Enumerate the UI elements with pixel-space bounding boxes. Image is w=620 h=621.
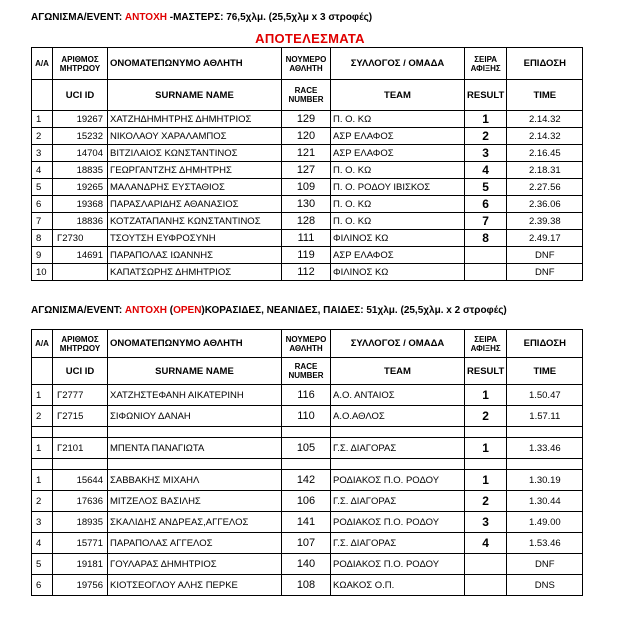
row-race-number: 140: [282, 554, 331, 575]
header-performance: ΕΠΙΔΟΣΗ: [507, 48, 583, 80]
row-team: Π. Ο. ΚΩ: [331, 213, 465, 230]
table-row: [32, 575, 583, 596]
table-row: [32, 264, 583, 281]
row-uci-id: 18835: [53, 162, 108, 179]
event2-open: OPEN: [173, 305, 202, 316]
row-time: 1.33.46: [507, 438, 583, 459]
header-surname: SURNAME NAME: [108, 358, 282, 385]
row-race-number: 141: [282, 512, 331, 533]
row-uci-id: 15644: [53, 470, 108, 491]
row-time: 1.30.19: [507, 470, 583, 491]
row-result: [465, 264, 507, 281]
table-row: [32, 385, 583, 406]
header-race-no: ΝΟΥΜΕΡΟ ΑΘΛΗΤΗ: [282, 330, 331, 358]
row-time: 1.57.11: [507, 406, 583, 427]
row-team: Γ.Σ. ΔΙΑΓΟΡΑΣ: [331, 533, 465, 554]
row-athlete-name: ΜΠΕΝΤΑ ΠΑΝΑΓΙΩΤΑ: [108, 438, 282, 459]
row-race-number: 120: [282, 128, 331, 145]
separator-cell: [507, 459, 583, 470]
header-reg-no: ΑΡΙΘΜΟΣ ΜΗΤΡΩΟΥ: [53, 330, 108, 358]
row-team: Π. Ο. ΚΩ: [331, 111, 465, 128]
row-race-number: 106: [282, 491, 331, 512]
row-athlete-name: ΧΑΤΖΗΔΗΜΗΤΡΗΣ ΔΗΜΗΤΡΙΟΣ: [108, 111, 282, 128]
row-race-number: 119: [282, 247, 331, 264]
event2-open-left: (: [166, 305, 174, 316]
header-order: ΣΕΙΡΑ ΑΦΙΞΗΣ: [465, 330, 507, 358]
row-position: 10: [32, 264, 53, 281]
separator-row: [32, 427, 583, 438]
row-athlete-name: ΓΟΥΛΑΡΑΣ ΔΗΜΗΤΡΙΟΣ: [108, 554, 282, 575]
event2-prefix: ΑΓΩΝΙΣΜΑ/EVENT:: [31, 305, 125, 316]
separator-cell: [331, 459, 465, 470]
row-result: 2: [465, 128, 507, 145]
row-uci-id: Γ2715: [53, 406, 108, 427]
row-result: 2: [465, 406, 507, 427]
table-row: [32, 470, 583, 491]
row-result: 3: [465, 145, 507, 162]
row-race-number: 129: [282, 111, 331, 128]
results-table-1: [31, 47, 583, 281]
table-row: [32, 162, 583, 179]
header-order: ΣΕΙΡΑ ΑΦΙΞΗΣ: [465, 48, 507, 80]
separator-cell: [331, 427, 465, 438]
row-team: Π. Ο. ΚΩ: [331, 196, 465, 213]
header-reg-no: ΑΡΙΘΜΟΣ ΜΗΤΡΩΟΥ: [53, 48, 108, 80]
separator-cell: [108, 459, 282, 470]
row-position: 2: [32, 128, 53, 145]
table-row: [32, 230, 583, 247]
row-athlete-name: ΣΙΦΩΝΙΟΥ ΔΑΝΑΗ: [108, 406, 282, 427]
row-uci-id: 19181: [53, 554, 108, 575]
row-result: 5: [465, 179, 507, 196]
row-position: 5: [32, 179, 53, 196]
row-race-number: 127: [282, 162, 331, 179]
row-team: ΡΟΔΙΑΚΟΣ Π.Ο. ΡΟΔΟΥ: [331, 470, 465, 491]
row-uci-id: 19756: [53, 575, 108, 596]
header-aa: Α/Α: [32, 48, 53, 80]
row-team: Γ.Σ. ΔΙΑΓΟΡΑΣ: [331, 491, 465, 512]
row-time: 2.14.32: [507, 128, 583, 145]
row-result: 1: [465, 470, 507, 491]
header-uci: UCI ID: [53, 358, 108, 385]
header-aa-blank: [32, 80, 53, 111]
row-athlete-name: ΝΙΚΟΛΑΟΥ ΧΑΡΑΛΑΜΠΟΣ: [108, 128, 282, 145]
row-uci-id: 15771: [53, 533, 108, 554]
table-row: [32, 145, 583, 162]
row-athlete-name: ΠΑΡΑΠΟΛΑΣ ΑΓΓΕΛΟΣ: [108, 533, 282, 554]
row-uci-id: 18836: [53, 213, 108, 230]
row-uci-id: 18935: [53, 512, 108, 533]
row-athlete-name: ΠΑΡΑΠΟΛΑΣ ΙΩΑΝΝΗΣ: [108, 247, 282, 264]
row-athlete-name: ΜΙΤΖΕΛΟΣ ΒΑΣΙΛΗΣ: [108, 491, 282, 512]
row-race-number: 107: [282, 533, 331, 554]
row-team: ΦΙΛΙΝΟΣ ΚΩ: [331, 230, 465, 247]
row-race-number: 121: [282, 145, 331, 162]
row-team: ΑΣΡ ΕΛΑΦΟΣ: [331, 145, 465, 162]
row-uci-id: Γ2777: [53, 385, 108, 406]
row-position: 1: [32, 470, 53, 491]
row-result: 2: [465, 491, 507, 512]
separator-cell: [108, 427, 282, 438]
row-uci-id: Γ2730: [53, 230, 108, 247]
row-race-number: 128: [282, 213, 331, 230]
row-team: Α.Ο. ΑΝΤΑΙΟΣ: [331, 385, 465, 406]
row-position: 3: [32, 512, 53, 533]
row-race-number: 109: [282, 179, 331, 196]
row-time: 1.30.44: [507, 491, 583, 512]
event1-heading: [31, 12, 372, 23]
row-athlete-name: ΒΙΤΖΙΛΑΙΟΣ ΚΩΝΣΤΑΝΤΙΝΟΣ: [108, 145, 282, 162]
row-result: 4: [465, 533, 507, 554]
row-result: 3: [465, 512, 507, 533]
header-race: RACE NUMBER: [282, 80, 331, 111]
header-result: RESULT: [465, 358, 507, 385]
row-result: [465, 247, 507, 264]
separator-cell: [507, 427, 583, 438]
row-position: 6: [32, 196, 53, 213]
row-position: 4: [32, 533, 53, 554]
row-position: 7: [32, 213, 53, 230]
row-uci-id: 14691: [53, 247, 108, 264]
row-time: 1.53.46: [507, 533, 583, 554]
row-result: 4: [465, 162, 507, 179]
table-row: [32, 491, 583, 512]
row-athlete-name: ΚΟΤΖΑΤΑΠΑΝΗΣ ΚΩΝΣΤΑΝΤΙΝΟΣ: [108, 213, 282, 230]
row-result: 7: [465, 213, 507, 230]
header-club: ΣΥΛΛΟΓΟΣ / ΟΜΑΔΑ: [331, 330, 465, 358]
row-result: [465, 575, 507, 596]
separator-cell: [282, 427, 331, 438]
row-race-number: 142: [282, 470, 331, 491]
row-position: 1: [32, 438, 53, 459]
row-uci-id: Γ2101: [53, 438, 108, 459]
event1-details: -ΜΑΣΤΕΡΣ: 76,5χλμ. (25,5χλμ x 3 στροφές): [166, 12, 373, 23]
table-row: [32, 111, 583, 128]
table-row: [32, 213, 583, 230]
row-race-number: 108: [282, 575, 331, 596]
row-time: 1.50.47: [507, 385, 583, 406]
row-time: 2.18.31: [507, 162, 583, 179]
row-time: DNS: [507, 575, 583, 596]
header-time: TIME: [507, 358, 583, 385]
header-time: TIME: [507, 80, 583, 111]
row-race-number: 105: [282, 438, 331, 459]
row-result: 1: [465, 111, 507, 128]
row-athlete-name: ΜΑΛΑΝΔΡΗΣ ΕΥΣΤΑΘΙΟΣ: [108, 179, 282, 196]
row-athlete-name: ΣΑΒΒΑΚΗΣ ΜΙΧΑΗΛ: [108, 470, 282, 491]
row-team: ΚΩΑΚΟΣ Ο.Π.: [331, 575, 465, 596]
row-uci-id: 19267: [53, 111, 108, 128]
separator-cell: [465, 459, 507, 470]
row-team: Π. Ο. ΡΟΔΟΥ ΙΒΙΣΚΟΣ: [331, 179, 465, 196]
table-row: [32, 554, 583, 575]
row-team: ΑΣΡ ΕΛΑΦΟΣ: [331, 247, 465, 264]
row-position: 2: [32, 406, 53, 427]
row-uci-id: [53, 264, 108, 281]
row-uci-id: 19368: [53, 196, 108, 213]
separator-cell: [53, 459, 108, 470]
row-time: 2.49.17: [507, 230, 583, 247]
row-position: 5: [32, 554, 53, 575]
row-uci-id: 15232: [53, 128, 108, 145]
row-time: 2.39.38: [507, 213, 583, 230]
separator-cell: [32, 427, 53, 438]
table-row: [32, 533, 583, 554]
row-team: Π. Ο. ΚΩ: [331, 162, 465, 179]
event1-name: ΑΝΤΟΧΗ: [124, 12, 167, 23]
row-time: 1.49.00: [507, 512, 583, 533]
row-athlete-name: ΤΣΟΥΤΣΗ ΕΥΦΡΟΣΥΝΗ: [108, 230, 282, 247]
header-team: TEAM: [331, 358, 465, 385]
row-athlete-name: ΧΑΤΖΗΣΤΕΦΑΝΗ ΑΙΚΑΤΕΡΙΝΗ: [108, 385, 282, 406]
header-name: ΟΝΟΜΑΤΕΠΩΝΥΜΟ ΑΘΛΗΤΗ: [108, 48, 282, 80]
row-position: 1: [32, 385, 53, 406]
row-time: DNF: [507, 554, 583, 575]
header-performance: ΕΠΙΔΟΣΗ: [507, 330, 583, 358]
event2-heading: [31, 305, 507, 316]
row-race-number: 116: [282, 385, 331, 406]
results-title: ΑΠΟΤΕΛΕΣΜΑΤΑ: [255, 31, 365, 46]
row-uci-id: 17636: [53, 491, 108, 512]
separator-cell: [53, 427, 108, 438]
header-team: TEAM: [331, 80, 465, 111]
row-athlete-name: ΣΚΑΛΙΔΗΣ ΑΝΔΡΕΑΣ,ΑΓΓΕΛΟΣ: [108, 512, 282, 533]
event2-open-right: ): [201, 305, 205, 316]
separator-cell: [32, 459, 53, 470]
row-uci-id: 19265: [53, 179, 108, 196]
event1-prefix: ΑΓΩΝΙΣΜΑ/EVENT:: [31, 12, 125, 23]
event2-name: ΑΝΤΟΧΗ: [124, 305, 167, 316]
table-row: [32, 179, 583, 196]
row-athlete-name: ΚΑΠΑΤΣΩΡΗΣ ΔΗΜΗΤΡΙΟΣ: [108, 264, 282, 281]
row-uci-id: 14704: [53, 145, 108, 162]
row-team: ΡΟΔΙΑΚΟΣ Π.Ο. ΡΟΔΟΥ: [331, 554, 465, 575]
table-row: [32, 247, 583, 264]
table-row: [32, 406, 583, 427]
separator-cell: [282, 459, 331, 470]
row-team: Γ.Σ. ΔΙΑΓΟΡΑΣ: [331, 438, 465, 459]
header-aa: Α/Α: [32, 330, 53, 358]
row-team: ΑΣΡ ΕΛΑΦΟΣ: [331, 128, 465, 145]
header-uci: UCI ID: [53, 80, 108, 111]
row-position: 8: [32, 230, 53, 247]
row-result: 6: [465, 196, 507, 213]
row-athlete-name: ΠΑΡΑΣΛΑΡΙΔΗΣ ΑΘΑΝΑΣΙΟΣ: [108, 196, 282, 213]
header-surname: SURNAME NAME: [108, 80, 282, 111]
row-team: ΦΙΛΙΝΟΣ ΚΩ: [331, 264, 465, 281]
row-team: ΡΟΔΙΑΚΟΣ Π.Ο. ΡΟΔΟΥ: [331, 512, 465, 533]
row-result: 1: [465, 438, 507, 459]
row-time: DNF: [507, 264, 583, 281]
row-time: 2.27.56: [507, 179, 583, 196]
event2-details: ΚΟΡΑΣΙΔΕΣ, ΝΕΑΝΙΔΕΣ, ΠΑΙΔΕΣ: 51χλμ. (25,5χλμ. x 2 στροφές): [204, 305, 507, 316]
row-position: 1: [32, 111, 53, 128]
row-position: 2: [32, 491, 53, 512]
header-race: RACE NUMBER: [282, 358, 331, 385]
table-row: [32, 438, 583, 459]
separator-cell: [465, 427, 507, 438]
header-aa-blank: [32, 358, 53, 385]
row-time: DNF: [507, 247, 583, 264]
row-result: 8: [465, 230, 507, 247]
row-time: 2.36.06: [507, 196, 583, 213]
header-race-no: ΝΟΥΜΕΡΟ ΑΘΛΗΤΗ: [282, 48, 331, 80]
row-time: 2.14.32: [507, 111, 583, 128]
separator-row: [32, 459, 583, 470]
row-team: Α.Ο.ΑΘΛΟΣ: [331, 406, 465, 427]
header-club: ΣΥΛΛΟΓΟΣ / ΟΜΑΔΑ: [331, 48, 465, 80]
row-race-number: 130: [282, 196, 331, 213]
row-position: 4: [32, 162, 53, 179]
row-race-number: 111: [282, 230, 331, 247]
row-position: 3: [32, 145, 53, 162]
row-race-number: 112: [282, 264, 331, 281]
row-athlete-name: ΓΕΩΡΓΑΝΤΖΗΣ ΔΗΜΗΤΡΗΣ: [108, 162, 282, 179]
row-time: 2.16.45: [507, 145, 583, 162]
results-table-2: [31, 329, 583, 596]
row-race-number: 110: [282, 406, 331, 427]
row-position: 6: [32, 575, 53, 596]
table-row: [32, 128, 583, 145]
row-result: [465, 554, 507, 575]
header-result: RESULT: [465, 80, 507, 111]
header-name: ΟΝΟΜΑΤΕΠΩΝΥΜΟ ΑΘΛΗΤΗ: [108, 330, 282, 358]
table-row: [32, 512, 583, 533]
row-result: 1: [465, 385, 507, 406]
table-row: [32, 196, 583, 213]
row-athlete-name: ΚΙΟΤΣΕΟΓΛΟΥ ΑΛΗΣ ΠΕΡΚΕ: [108, 575, 282, 596]
row-position: 9: [32, 247, 53, 264]
